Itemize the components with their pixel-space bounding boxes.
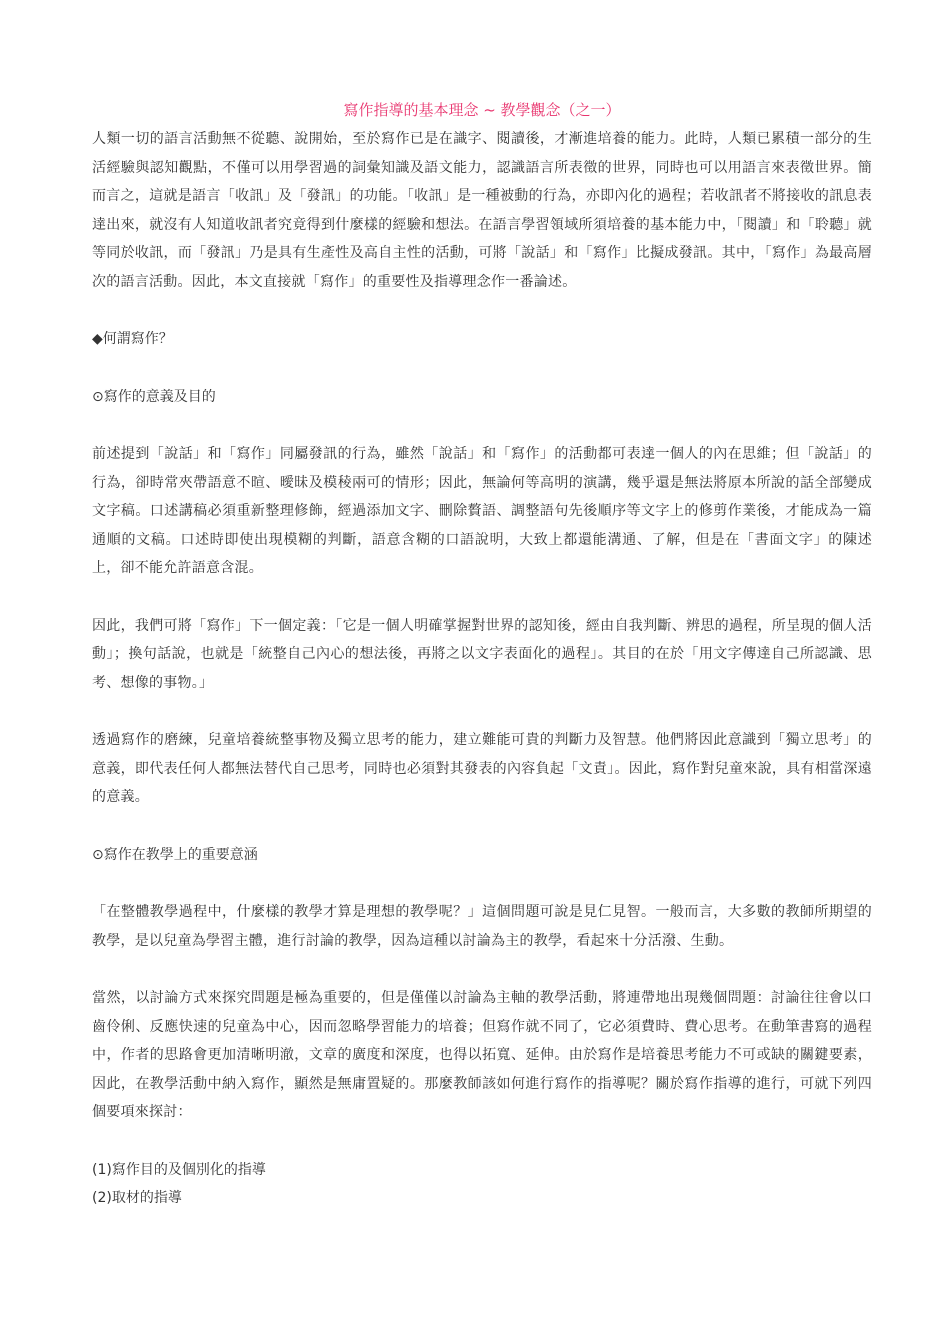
document-title: 寫作指導的基本理念 ~ 教學觀念（之一） [343,101,621,119]
spacer [92,296,872,325]
section-heading: ◆何謂寫作？ [92,331,173,347]
subsection-heading-teaching: ⊙寫作在教學上的重要意涵 [92,846,258,863]
purpose-paragraph-1: 前述提到「說話」和「寫作」同屬發訊的行為，雖然「說話」和「寫作」的活動都可表達一個人的內在思維；但「說話」的行為，卻時常夾帶語意不暄、曖昧及模稜兩可的情形；因此，無論何等高明的演講，幾乎還是無法將原本所說的話全部變成文字稿。口述講稿必須重新整理修飾，經過添加文字、刪除贅語、調整語句先後順序等文字上的修剪作業後，才能成為一篇通順的文稿。口述時即使出現模糊的判斷，語意含糊的口語說明，大致上都還能溝通、了解，但是在「書面文字」的陳述上，卻不能允許語意含混。 [92,446,872,576]
teaching-paragraph-2: 當然，以討論方式來探究問題是極為重要的，但是僅僅以討論為主軸的教學活動，將連帶地出現幾個問題：討論往往會以口齒伶俐、反應快速的兒童為中心，因而忽略學習能力的培養；但寫作就不同了，它必須費時、費心思考。在動筆書寫的過程中，作者的思路會更加清晰明澈，文章的廣度和深度，也得以拓寬、延伸。由於寫作是培養思考能力不可或缺的關鍵要素，因此，在教學活動中納入寫作，顯然是無庸置疑的。那麼教師該如何進行寫作的指導呢？關於寫作指導的進行，可就下列四個要項來探討： [92,990,872,1120]
spacer [92,354,872,383]
spacer [92,1127,872,1156]
spacer [92,812,872,841]
list-item: (1)寫作目的及個別化的指導 [92,1161,266,1178]
intro-paragraph: 人類一切的語言活動無不從聽、說開始，至於寫作已是在識字、閱讀後，才漸進培養的能力。此時，人類已累積一部分的生活經驗與認知觀點，不僅可以用學習過的詞彙知識及語文能力，認識語言所表徵的世界，同時也可以用語言來表徵世界。簡而言之，這就是語言「收訊」及「發訊」的功能。「收訊」是一種被動的行為，亦即內化的過程；若收訊者不將接收的訊息表達出來，就沒有人知道收訊者究竟得到什麼樣的經驗和想法。在語言學習領域所須培養的基本能力中，「閱讀」和「聆聽」就等同於收訊，而「發訊」乃是具有生產性及高自主性的活動，可將「說話」和「寫作」比擬成發訊。其中，「寫作」為最高層次的語言活動。因此，本文直接就「寫作」的重要性及指導理念作一番論述。 [92,131,872,290]
spacer [92,697,872,726]
subsection-heading-purpose: ⊙寫作的意義及目的 [92,388,216,405]
purpose-paragraph-2: 因此，我們可將「寫作」下一個定義：「它是一個人明確掌握對世界的認知後，經由自我判斷、辨思的過程，所呈現的個人活動」；換句話說，也就是「統整自己內心的想法後，再將之以文字表面化的過程」。其目的在於「用文字傳達自己所認識、思考、想像的事物。」 [92,617,872,691]
spacer [92,955,872,984]
spacer [92,869,872,898]
document-page [92,98,872,1213]
purpose-paragraph-3: 透過寫作的磨練，兒童培養統整事物及獨立思考的能力，建立難能可貴的判斷力及智慧。他們將因此意識到「獨立思考」的意義，即代表任何人都無法替代自己思考，同時也必須對其發表的內容負起「文責」。因此，寫作對兒童來說，具有相當深遠的意義。 [92,732,872,805]
spacer [92,411,872,440]
spacer [92,583,872,612]
list-item: (2)取材的指導 [92,1190,182,1206]
teaching-paragraph-1: 「在整體教學過程中，什麼樣的教學才算是理想的教學呢？」這個問題可說是見仁見智。一般而言，大多數的教師所期望的教學，是以兒童為學習主體，進行討論的教學，因為這種以討論為主的教學，看起來十分活潑、生動。 [92,904,872,949]
